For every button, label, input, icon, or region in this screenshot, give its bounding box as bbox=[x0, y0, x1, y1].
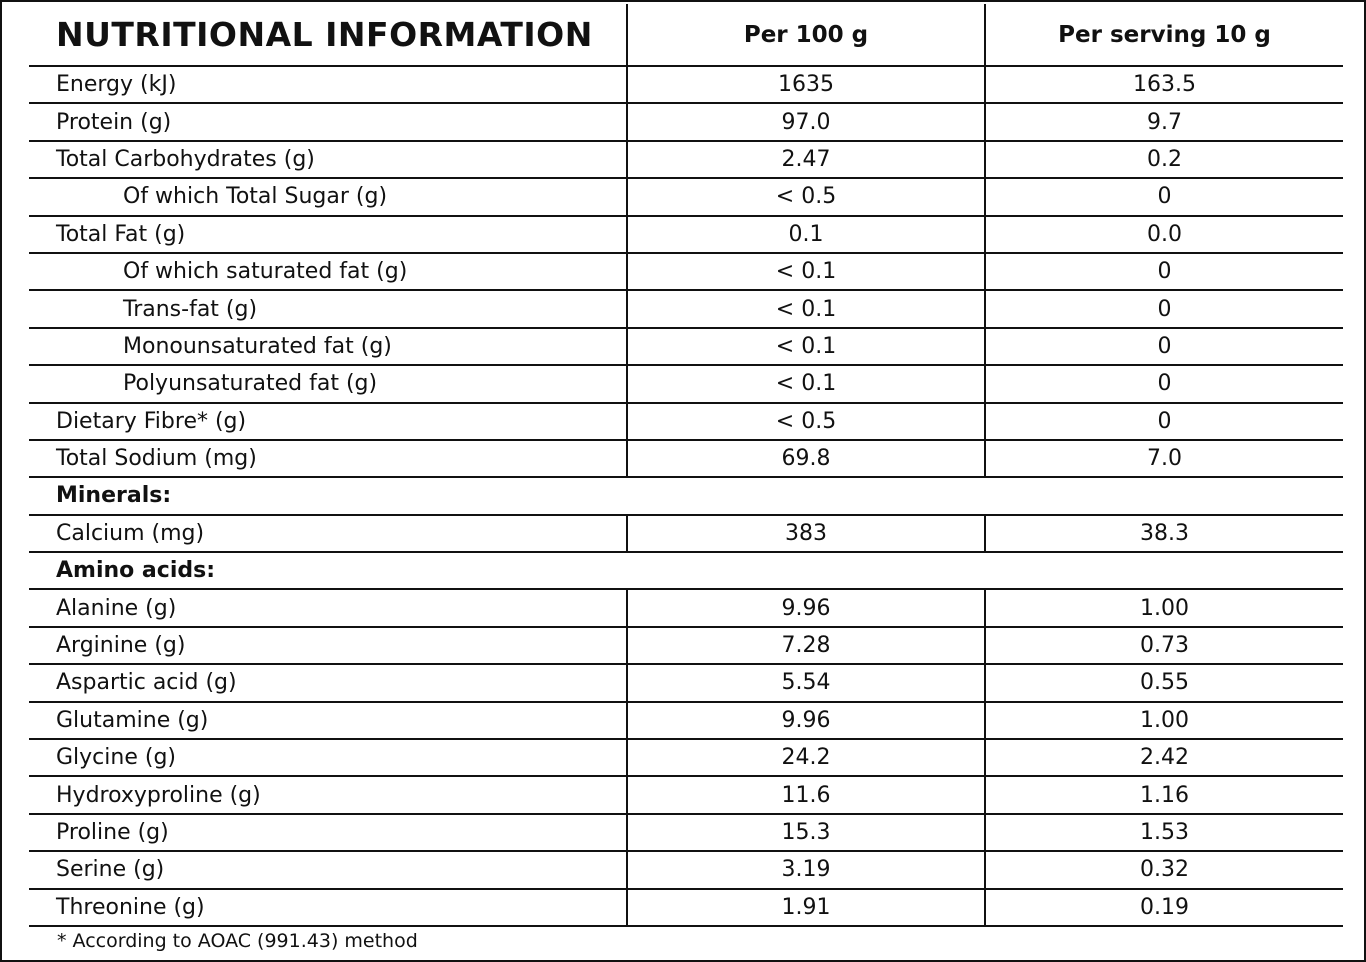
per-serving-value: 1.00 bbox=[985, 589, 1343, 626]
nutrient-label: Energy (kJ) bbox=[29, 66, 627, 103]
nutrient-label: Protein (g) bbox=[29, 103, 627, 140]
per-100g-value: 1635 bbox=[627, 66, 985, 103]
nutrient-label: Aspartic acid (g) bbox=[29, 664, 627, 701]
per-100g-value: < 0.5 bbox=[627, 403, 985, 440]
table-header-row bbox=[29, 4, 1343, 66]
nutrient-label: Of which saturated fat (g) bbox=[29, 253, 627, 290]
per-serving-value: 0.19 bbox=[985, 889, 1343, 926]
table-row bbox=[29, 253, 1343, 290]
table-row bbox=[29, 664, 1343, 701]
nutrient-label: Glycine (g) bbox=[29, 739, 627, 776]
table-row bbox=[29, 290, 1343, 327]
per-100g-value: < 0.1 bbox=[627, 365, 985, 402]
per-serving-value: 0 bbox=[985, 253, 1343, 290]
nutrient-label: Calcium (mg) bbox=[29, 515, 627, 552]
per-serving-value: 1.53 bbox=[985, 814, 1343, 851]
minerals-heading: Minerals: bbox=[29, 477, 1343, 514]
per-serving-value: 0.73 bbox=[985, 627, 1343, 664]
nutrient-label: Total Carbohydrates (g) bbox=[29, 141, 627, 178]
table-row bbox=[29, 103, 1343, 140]
per-100g-value: 9.96 bbox=[627, 702, 985, 739]
table-row bbox=[29, 851, 1343, 888]
column-header-per-100g: Per 100 g bbox=[627, 4, 985, 66]
nutrition-table bbox=[29, 4, 1343, 927]
per-100g-value: 15.3 bbox=[627, 814, 985, 851]
column-header-per-serving: Per serving 10 g bbox=[985, 4, 1343, 66]
per-100g-value: 5.54 bbox=[627, 664, 985, 701]
table-row bbox=[29, 365, 1343, 402]
nutrient-label: Arginine (g) bbox=[29, 627, 627, 664]
table-row bbox=[29, 328, 1343, 365]
nutrient-label: Proline (g) bbox=[29, 814, 627, 851]
per-100g-value: < 0.1 bbox=[627, 253, 985, 290]
per-100g-value: 3.19 bbox=[627, 851, 985, 888]
per-100g-value: 9.96 bbox=[627, 589, 985, 626]
per-100g-value: 97.0 bbox=[627, 103, 985, 140]
table-row bbox=[29, 776, 1343, 813]
per-100g-value: 383 bbox=[627, 515, 985, 552]
table-row bbox=[29, 178, 1343, 215]
nutrient-label: Serine (g) bbox=[29, 851, 627, 888]
table-row bbox=[29, 66, 1343, 103]
per-100g-value: < 0.1 bbox=[627, 290, 985, 327]
nutrient-label: Dietary Fibre* (g) bbox=[29, 403, 627, 440]
nutrient-label: Monounsaturated fat (g) bbox=[29, 328, 627, 365]
table-title: NUTRITIONAL INFORMATION bbox=[29, 4, 627, 66]
per-100g-value: 1.91 bbox=[627, 889, 985, 926]
per-serving-value: 2.42 bbox=[985, 739, 1343, 776]
table-row bbox=[29, 515, 1343, 552]
per-100g-value: 7.28 bbox=[627, 627, 985, 664]
per-100g-value: 11.6 bbox=[627, 776, 985, 813]
nutrient-label: Total Sodium (mg) bbox=[29, 440, 627, 477]
table-row bbox=[29, 739, 1343, 776]
per-serving-value: 9.7 bbox=[985, 103, 1343, 140]
per-serving-value: 38.3 bbox=[985, 515, 1343, 552]
per-serving-value: 0.55 bbox=[985, 664, 1343, 701]
per-serving-value: 0 bbox=[985, 290, 1343, 327]
nutrient-label: Of which Total Sugar (g) bbox=[29, 178, 627, 215]
nutrient-label: Polyunsaturated fat (g) bbox=[29, 365, 627, 402]
amino-acids-heading: Amino acids: bbox=[29, 552, 1343, 589]
table-row bbox=[29, 814, 1343, 851]
nutrient-label: Alanine (g) bbox=[29, 589, 627, 626]
per-100g-value: 69.8 bbox=[627, 440, 985, 477]
footnote: * According to AOAC (991.43) method bbox=[57, 930, 418, 952]
nutrient-label: Glutamine (g) bbox=[29, 702, 627, 739]
table-row bbox=[29, 141, 1343, 178]
table-row bbox=[29, 403, 1343, 440]
per-serving-value: 0 bbox=[985, 403, 1343, 440]
per-100g-value: 0.1 bbox=[627, 216, 985, 253]
per-100g-value: < 0.1 bbox=[627, 328, 985, 365]
per-serving-value: 0 bbox=[985, 178, 1343, 215]
per-serving-value: 163.5 bbox=[985, 66, 1343, 103]
per-serving-value: 0.32 bbox=[985, 851, 1343, 888]
table-row bbox=[29, 216, 1343, 253]
nutrient-label: Threonine (g) bbox=[29, 889, 627, 926]
table-row bbox=[29, 440, 1343, 477]
per-serving-value: 1.00 bbox=[985, 702, 1343, 739]
table-row bbox=[29, 627, 1343, 664]
table-row bbox=[29, 589, 1343, 626]
per-100g-value: 24.2 bbox=[627, 739, 985, 776]
per-serving-value: 0 bbox=[985, 365, 1343, 402]
table-row bbox=[29, 702, 1343, 739]
per-serving-value: 1.16 bbox=[985, 776, 1343, 813]
table-row bbox=[29, 889, 1343, 926]
per-serving-value: 0 bbox=[985, 328, 1343, 365]
per-serving-value: 0.0 bbox=[985, 216, 1343, 253]
per-serving-value: 0.2 bbox=[985, 141, 1343, 178]
nutrient-label: Trans-fat (g) bbox=[29, 290, 627, 327]
section-heading-row bbox=[29, 477, 1343, 514]
section-heading-row bbox=[29, 552, 1343, 589]
per-100g-value: 2.47 bbox=[627, 141, 985, 178]
nutrient-label: Hydroxyproline (g) bbox=[29, 776, 627, 813]
per-100g-value: < 0.5 bbox=[627, 178, 985, 215]
per-serving-value: 7.0 bbox=[985, 440, 1343, 477]
nutrient-label: Total Fat (g) bbox=[29, 216, 627, 253]
